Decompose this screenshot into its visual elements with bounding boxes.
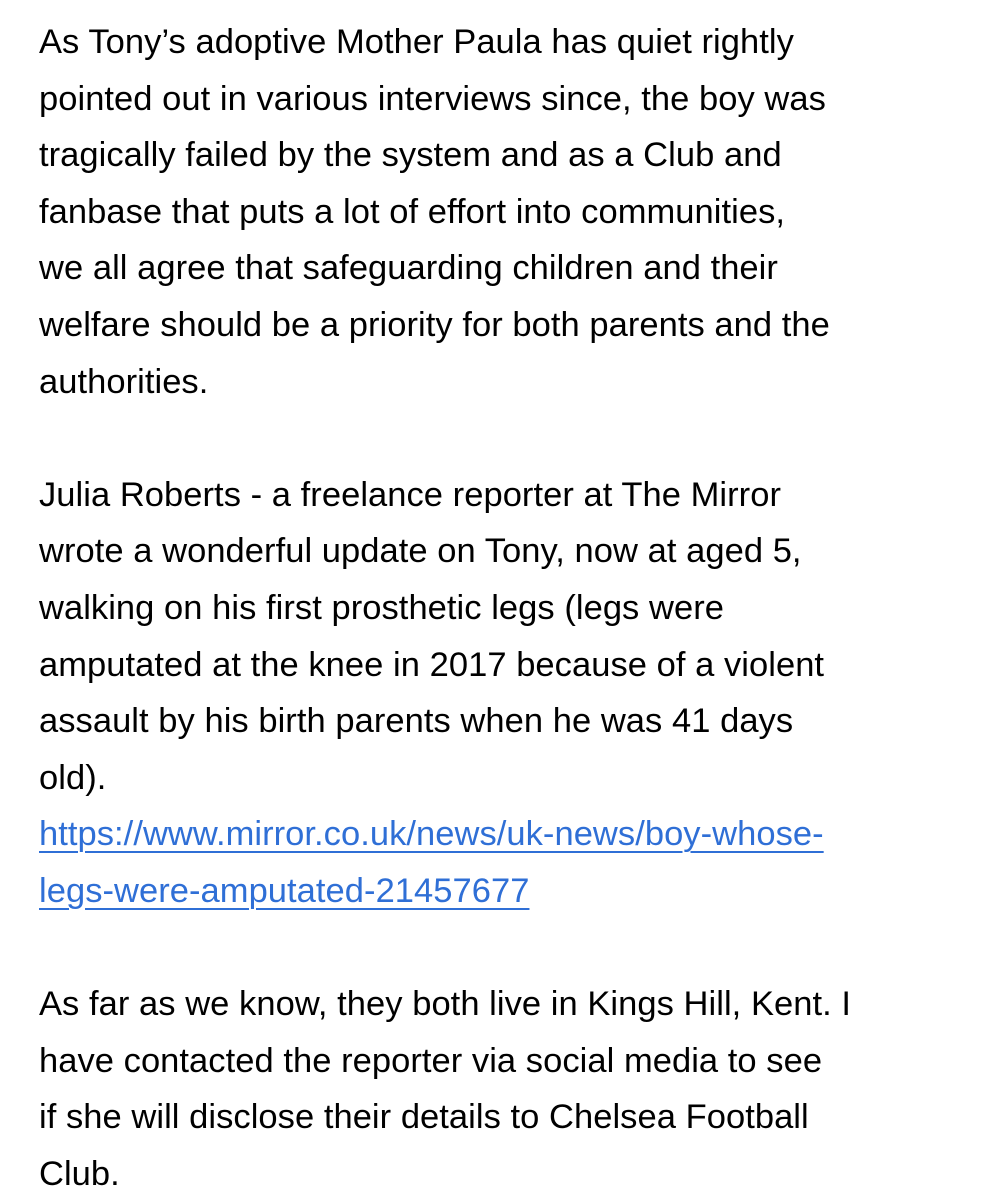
text-line: tragically failed by the system and as a Club and [39, 136, 782, 175]
text-line: Julia Roberts - a freelance reporter at The Mirror [39, 475, 781, 514]
text-line: wrote a wonderful update on Tony, now at aged 5, [39, 532, 802, 571]
document-body [39, 14, 959, 1202]
text-line: old). [39, 758, 107, 797]
text-line: amputated at the knee in 2017 because of a violent [39, 645, 825, 684]
mirror-article-link[interactable]: https://www.mirror.co.uk/news/uk-news/boy-whose- [39, 815, 824, 854]
text-line: welfare should be a priority for both parents and the [39, 305, 830, 344]
text-line: As far as we know, they both live in Kings Hill, Kent. I [39, 985, 852, 1024]
paragraph-adoptive-mother [39, 14, 959, 410]
text-line: walking on his first prosthetic legs (legs were [39, 588, 724, 627]
text-line: assault by his birth parents when he was 41 days [39, 702, 794, 741]
text-line: As Tony’s adoptive Mother Paula has quiet rightly [39, 23, 794, 61]
mirror-article-link-line-1[interactable] [39, 806, 959, 863]
mirror-article-link[interactable]: legs-were-amputated-21457677 [39, 871, 530, 910]
text-line: Club. [39, 1154, 120, 1193]
paragraph-mirror-update [39, 467, 959, 920]
text-line: we all agree that safeguarding children and their [39, 249, 778, 288]
text-line: authorities. [39, 362, 209, 401]
text-line: have contacted the reporter via social media to see [39, 1041, 823, 1080]
mirror-article-link-line-2[interactable] [39, 863, 959, 920]
text-line: fanbase that puts a lot of effort into communities, [39, 192, 786, 231]
paragraph-kings-hill [39, 976, 959, 1202]
text-line: if she will disclose their details to Chelsea Football [39, 1098, 809, 1137]
text-line: pointed out in various interviews since, the boy was [39, 79, 826, 118]
